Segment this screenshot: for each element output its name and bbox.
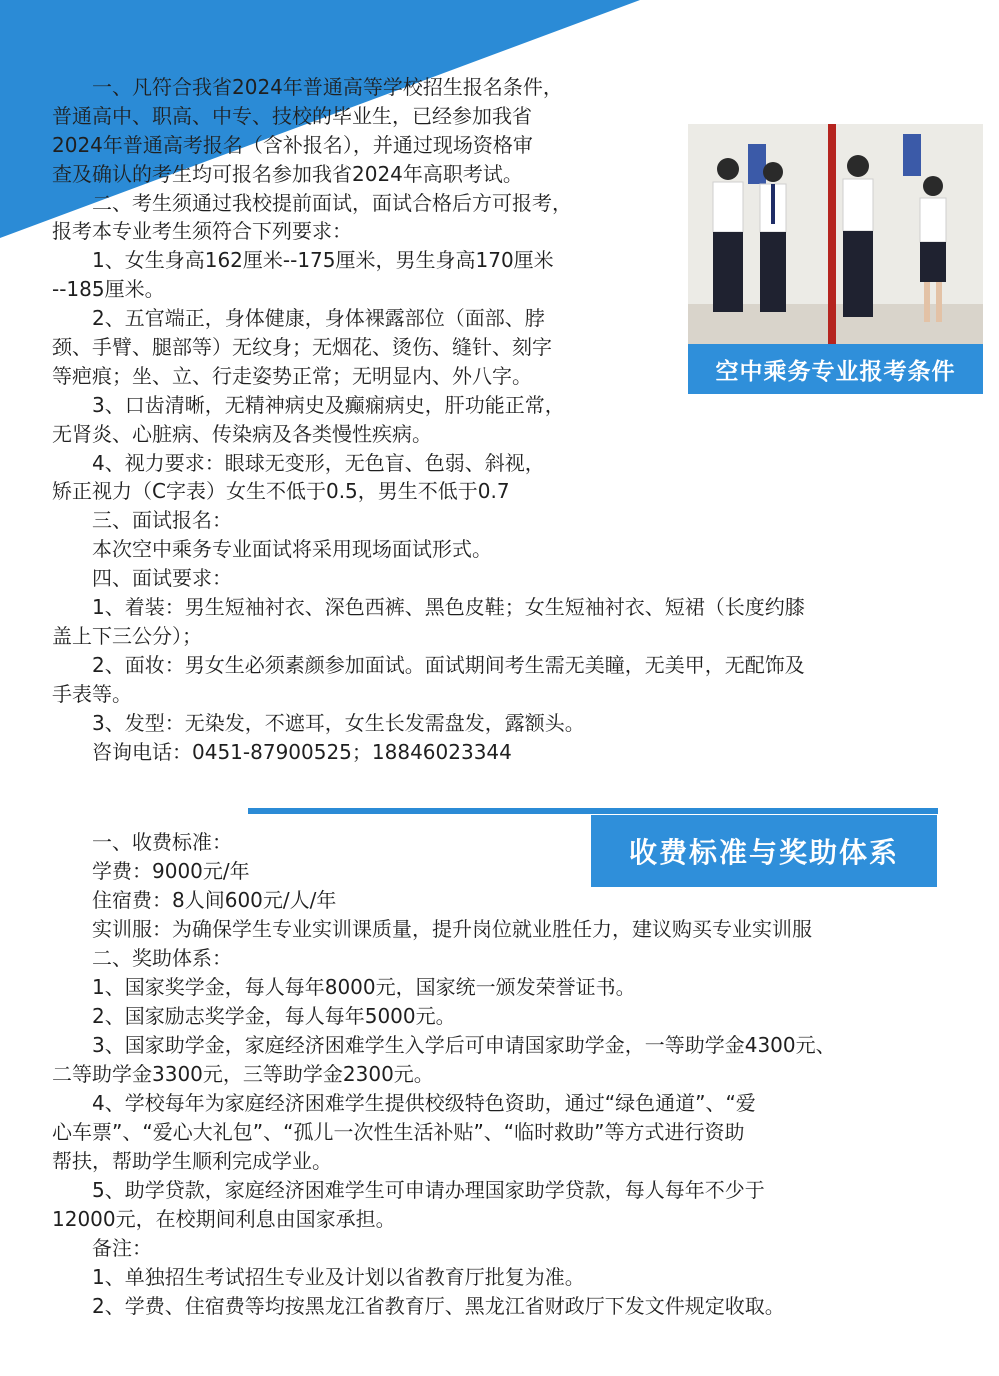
- text-line: 2024年普通高考报名（含补报名），并通过现场资格审: [52, 133, 533, 157]
- text-line: 咨询电话：0451-87900525；18846023344: [52, 740, 512, 764]
- text-line: 报考本专业考生须符合下列要求：: [52, 219, 352, 243]
- text-line: 三、面试报名：: [52, 508, 232, 532]
- text-line: 二、考生须通过我校提前面试，面试合格后方可报考，: [52, 191, 572, 215]
- text-line: 1、女生身高162厘米--175厘米，男生身高170厘米: [52, 248, 554, 272]
- text-line: 3、国家助学金，家庭经济困难学生入学后可申请国家助学金，一等助学金4300元、: [52, 1033, 836, 1057]
- section-divider: [248, 808, 938, 814]
- text-line: 1、着装：男生短袖衬衣、深色西裤、黑色皮鞋；女生短袖衬衣、短裙（长度约膝: [52, 595, 805, 619]
- text-line: 3、口齿清晰，无精神病史及癫痫病史，肝功能正常，: [52, 393, 565, 417]
- text-line: 帮扶，帮助学生顺利完成学业。: [52, 1149, 332, 1173]
- text-line: 一、凡符合我省2024年普通高等学校招生报名条件，: [52, 75, 563, 99]
- text-line: 手表等。: [52, 682, 132, 706]
- text-line: 1、国家奖学金，每人每年8000元，国家统一颁发荣誉证书。: [52, 975, 636, 999]
- text-line: 四、面试要求：: [52, 566, 232, 590]
- text-line: 住宿费：8人间600元/人/年: [52, 888, 337, 912]
- photo-caption: 空中乘务专业报考条件: [688, 344, 983, 394]
- text-line: 1、单独招生考试招生专业及计划以省教育厅批复为准。: [52, 1265, 585, 1289]
- text-line: 3、发型：无染发，不遮耳，女生长发需盘发，露额头。: [52, 711, 585, 735]
- text-line: 4、视力要求：眼球无变形，无色盲、色弱、斜视，: [52, 451, 545, 475]
- text-line: 盖上下三公分）；: [52, 624, 202, 648]
- height-measurement-photo: [688, 124, 983, 394]
- text-line: 矫正视力（C字表）女生不低于0.5，男生不低于0.7: [52, 479, 510, 503]
- text-line: 等疤痕；坐、立、行走姿势正常；无明显内、外八字。: [52, 364, 532, 388]
- text-line: 12000元，在校期间利息由国家承担。: [52, 1207, 396, 1231]
- text-line: 2、面妆：男女生必须素颜参加面试。面试期间考生需无美瞳，无美甲，无配饰及: [52, 653, 805, 677]
- text-line: 2、五官端正，身体健康，身体裸露部位（面部、脖: [52, 306, 545, 330]
- text-line: 颈、手臂、腿部等）无纹身；无烟花、烫伤、缝针、刻字: [52, 335, 552, 359]
- text-line: 5、助学贷款，家庭经济困难学生可申请办理国家助学贷款，每人每年不少于: [52, 1178, 765, 1202]
- text-line: 实训服：为确保学生专业实训课质量，提升岗位就业胜任力，建议购买专业实训服: [52, 917, 812, 941]
- text-line: 学费：9000元/年: [52, 859, 250, 883]
- text-line: 4、学校每年为家庭经济困难学生提供校级特色资助，通过“绿色通道”、“爱: [52, 1091, 756, 1115]
- text-line: 本次空中乘务专业面试将采用现场面试形式。: [52, 537, 492, 561]
- text-line: 心车票”、“爱心大礼包”、“孤儿一次性生活补贴”、“临时救助”等方式进行资助: [52, 1120, 745, 1144]
- text-line: 查及确认的考生均可报名参加我省2024年高职考试。: [52, 162, 523, 186]
- text-line: 备注：: [52, 1236, 152, 1260]
- text-line: 2、国家励志奖学金，每人每年5000元。: [52, 1004, 456, 1028]
- text-line: 二、奖助体系：: [52, 946, 232, 970]
- text-line: --185厘米。: [52, 277, 165, 301]
- text-line: 无肾炎、心脏病、传染病及各类慢性疾病。: [52, 422, 432, 446]
- text-line: 一、收费标准：: [52, 830, 232, 854]
- text-line: 普通高中、职高、中专、技校的毕业生，已经参加我省: [52, 104, 532, 128]
- text-line: 二等助学金3300元，三等助学金2300元。: [52, 1062, 434, 1086]
- section-banner-fees: 收费标准与奖助体系: [591, 815, 937, 887]
- text-line: 2、学费、住宿费等均按黑龙江省教育厅、黑龙江省财政厅下发文件规定收取。: [52, 1294, 785, 1318]
